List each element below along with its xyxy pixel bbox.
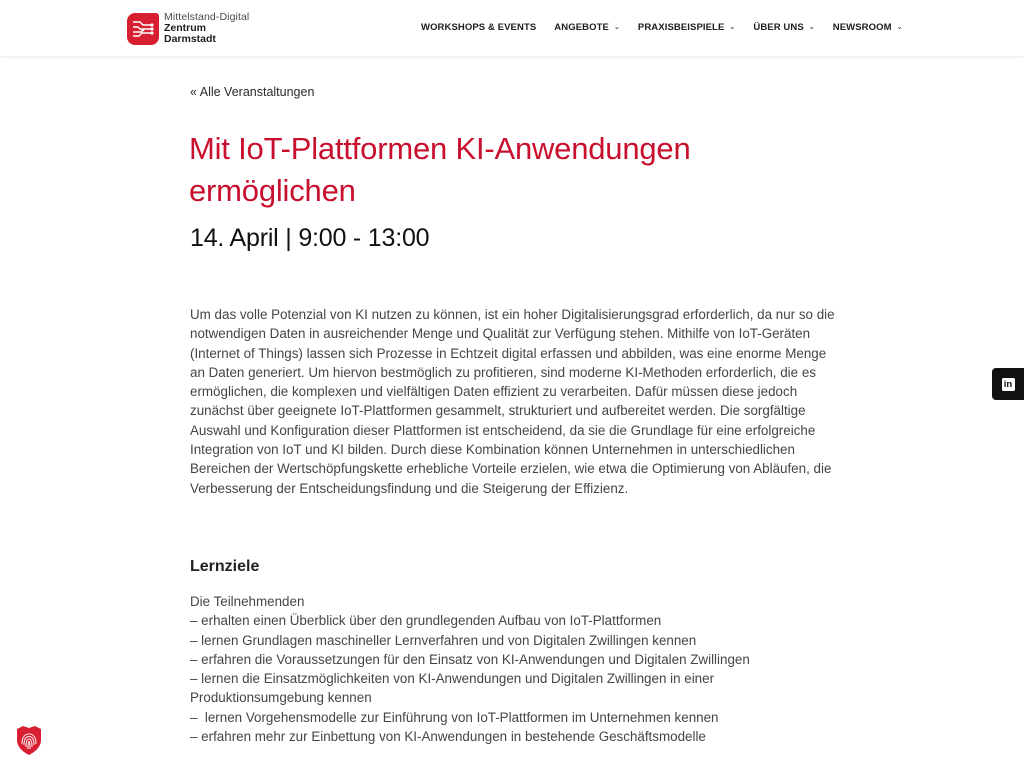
learning-goals-list bbox=[190, 592, 838, 746]
main-nav bbox=[421, 22, 903, 33]
list-item: – lernen die Einsatzmöglichkeiten von KI-Anwendungen und Digitalen Zwillingen in einer Produktionsumgebung kennen bbox=[190, 671, 718, 706]
list-item: – erhalten einen Überblick über den grundlegenden Aufbau von IoT-Plattformen bbox=[190, 613, 662, 629]
site-header bbox=[0, 0, 1024, 57]
logo-text bbox=[164, 12, 249, 45]
event-title: Mit IoT-Plattformen KI-Anwendungen ermöglichen bbox=[189, 131, 691, 208]
nav-label: WORKSHOPS & EVENTS bbox=[421, 22, 537, 33]
list-item: – erfahren die Voraussetzungen für den Einsatz von KI-Anwendungen und Digitalen Zwillingen bbox=[190, 651, 750, 667]
chevron-down-icon: ⌄ bbox=[896, 23, 903, 31]
linkedin-button[interactable] bbox=[992, 368, 1024, 400]
chevron-down-icon: ⌄ bbox=[729, 23, 736, 31]
chevron-down-icon: ⌄ bbox=[613, 23, 620, 31]
nav-label: NEWSROOM bbox=[832, 22, 892, 33]
fingerprint-shield-icon bbox=[13, 724, 45, 756]
nav-label: ÜBER UNS bbox=[753, 22, 804, 33]
logo-line-3: Darmstadt bbox=[164, 33, 216, 45]
logo-line-2: Zentrum bbox=[164, 22, 206, 34]
learning-goals-heading: Lernziele bbox=[190, 558, 260, 575]
circuit-logo-icon bbox=[127, 13, 159, 45]
privacy-settings-button[interactable] bbox=[13, 724, 45, 756]
nav-workshops-events[interactable] bbox=[421, 22, 536, 33]
event-description: Um das volle Potenzial von KI nutzen zu können, ist ein hoher Digitalisierungsgrad erforderlich, da nur so die notwendigen Daten in ausreichender Menge und Qualität zur Verfügung stehen. Mithilfe von IoT-Geräten (Internet of Things) lassen sich Prozesse in Echtzeit digital erfassen und abbilden, was eine enorme Menge an Daten generiert. Um hiervon bestmöglich zu profitieren, sind moderne KI-Methoden erforderlich, die es ermöglichen, die komplexen und vielfältigen Daten effizient zu verarbeiten. Dafür müssen diese jedoch zunächst über geeignete IoT-Plattformen gesammelt, strukturiert und aufbereitet werden. Die sorgfältige Auswahl und Konfiguration dieser Plattformen ist entscheidend, da sie die Grundlage für eine erfolgreiche Integration von IoT und KI bilden. Durch diese Kombination können Unternehmen in unterschiedlichen Bereichen der Wertschöpfungskette erhebliche Vorteile erzielen, wie etwa die Optimierung von Abläufen, die Verbesserung der Entscheidungsfindung und die Steigerung der Effizienz. bbox=[190, 307, 835, 496]
learning-goals-intro: Die Teilnehmenden bbox=[190, 594, 305, 609]
logo-line-1: Mittelstand-Digital bbox=[164, 11, 250, 23]
list-item: – erfahren mehr zur Einbettung von KI-Anwendungen in bestehende Geschäftsmodelle bbox=[190, 729, 706, 745]
nav-newsroom[interactable] bbox=[833, 22, 903, 33]
linkedin-icon: in bbox=[1002, 378, 1015, 391]
nav-angebote[interactable] bbox=[554, 22, 620, 33]
event-date: 14. April | 9:00 - 13:00 bbox=[190, 224, 430, 252]
nav-praxisbeispiele[interactable] bbox=[638, 22, 735, 33]
list-item: – lernen Grundlagen maschineller Lernverfahren und von Digitalen Zwillingen kennen bbox=[190, 632, 697, 648]
nav-label: ANGEBOTE bbox=[554, 22, 609, 33]
nav-ueber-uns[interactable] bbox=[753, 22, 814, 33]
all-events-link[interactable]: « Alle Veranstaltungen bbox=[190, 85, 315, 99]
nav-label: PRAXISBEISPIELE bbox=[637, 22, 725, 33]
chevron-down-icon: ⌄ bbox=[808, 23, 815, 31]
site-logo[interactable] bbox=[127, 12, 249, 45]
list-item: – lernen Vorgehensmodelle zur Einführung von IoT-Plattformen im Unternehmen kennen bbox=[190, 709, 719, 725]
